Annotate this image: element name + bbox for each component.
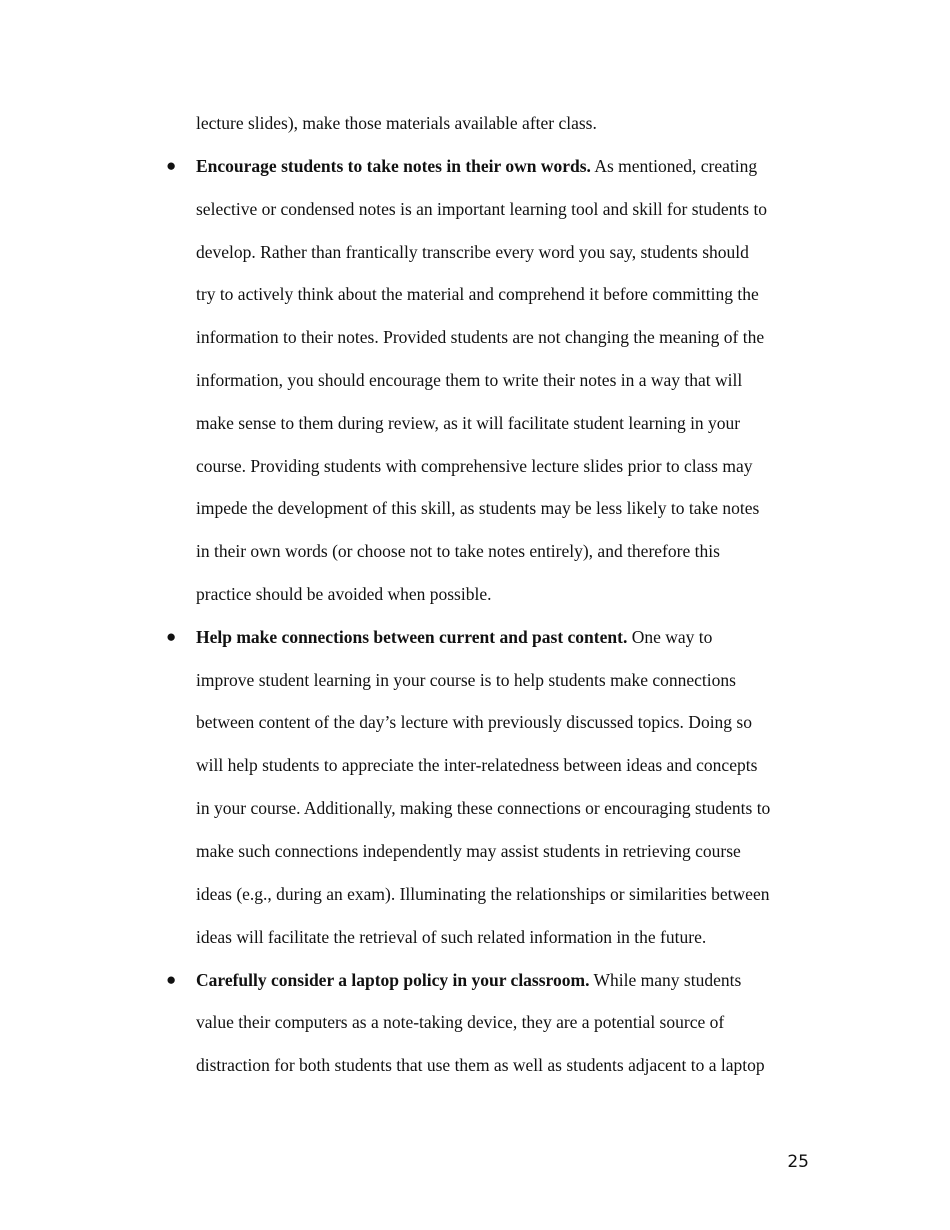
bullet-item-first-line: [196, 626, 712, 648]
bullet-heading: Encourage students to take notes in their own words.: [196, 156, 591, 176]
bullet-text-line: information, you should encourage them to write their notes in a way that will: [196, 370, 743, 390]
bullet-text-line: will help students to appreciate the inter-relatedness between ideas and concepts: [196, 755, 758, 775]
bullet-text-line: course. Providing students with comprehensive lecture slides prior to class may: [196, 456, 753, 476]
bullet-text-line: value their computers as a note-taking device, they are a potential source of: [196, 1012, 725, 1032]
bullet-text: One way to: [627, 627, 713, 647]
page-number: 25: [787, 1152, 809, 1172]
bullet-heading: Help make connections between current and past content.: [196, 627, 628, 647]
bullet-heading: Carefully consider a laptop policy in your classroom.: [196, 970, 590, 990]
bullet-text: While many students: [589, 970, 742, 990]
bullet-text-line: make such connections independently may assist students in retrieving course: [196, 841, 741, 861]
bullet-text-line: between content of the day’s lecture with previously discussed topics. Doing so: [196, 712, 752, 732]
bullet-text-line: practice should be avoided when possible.: [196, 584, 492, 604]
bullet-text-line: ideas (e.g., during an exam). Illuminating the relationships or similarities between: [196, 884, 770, 904]
bullet-item-first-line: [196, 155, 757, 177]
continuation-line: lecture slides), make those materials available after class.: [196, 113, 597, 133]
bullet-text-line: impede the development of this skill, as students may be less likely to take notes: [196, 498, 760, 518]
bullet-text-line: ideas will facilitate the retrieval of such related information in the future.: [196, 927, 707, 947]
bullet-text-line: in their own words (or choose not to take notes entirely), and therefore this: [196, 541, 720, 561]
bullet-text-line: in your course. Additionally, making these connections or encouraging students to: [196, 798, 771, 818]
bullet-text-line: information to their notes. Provided students are not changing the meaning of the: [196, 327, 765, 347]
bullet-text-line: selective or condensed notes is an important learning tool and skill for students to: [196, 199, 768, 219]
bullet-marker: ●: [166, 156, 177, 175]
bullet-text-line: try to actively think about the material and comprehend it before committing the: [196, 284, 759, 304]
bullet-text-line: develop. Rather than frantically transcribe every word you say, students should: [196, 242, 749, 262]
bullet-text: As mentioned, creating: [590, 156, 758, 176]
bullet-marker: ●: [166, 970, 177, 989]
bullet-text-line: distraction for both students that use them as well as students adjacent to a laptop: [196, 1055, 765, 1075]
bullet-item-first-line: [196, 969, 741, 991]
bullet-text-line: improve student learning in your course is to help students make connections: [196, 670, 736, 690]
bullet-text-line: make sense to them during review, as it will facilitate student learning in your: [196, 413, 741, 433]
bullet-marker: ●: [166, 627, 177, 646]
